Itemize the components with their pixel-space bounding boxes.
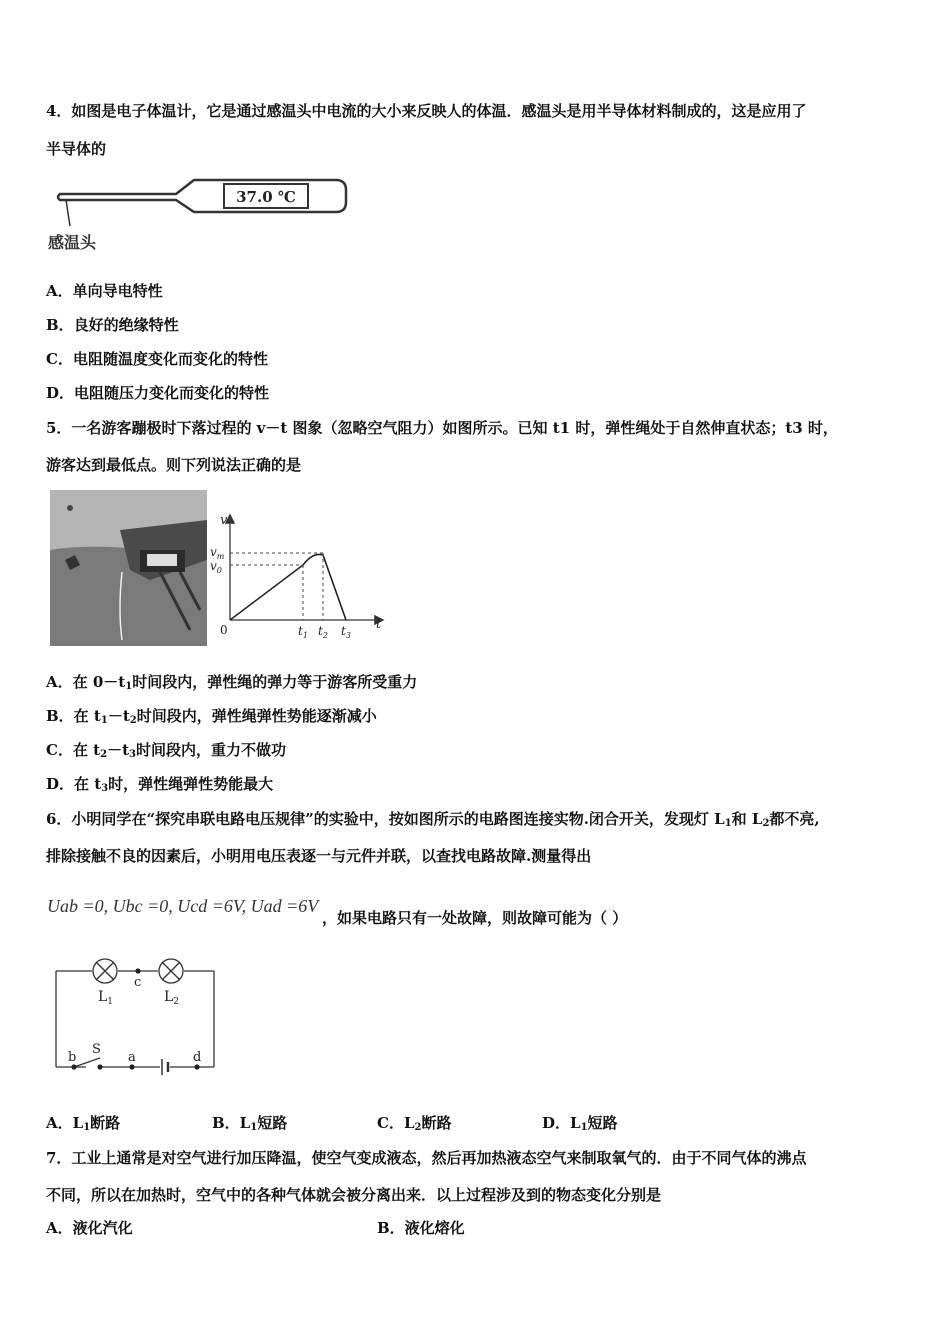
node-b: b (68, 1050, 77, 1065)
q5-option-c: C．在 $t_2-t_3$时间段内，重力不做功 (46, 741, 286, 760)
svg-text:t3: $t_3$ (341, 624, 351, 640)
vm-label: v (210, 545, 217, 559)
origin-label: 0 (220, 623, 228, 637)
q6-option-a: A．$L_1$断路 (46, 1114, 121, 1133)
svg-text:vm: $v_m$ (210, 545, 225, 561)
q5-stem-line1: 5．一名游客蹦极时下落过程的 v－t 图象（忽略空气阻力）如图所示。已知 t1 时，弹性绳处于自然伸直状态；t3 时， (46, 419, 838, 437)
v0-label: v (210, 559, 217, 573)
switch-s: S (92, 1042, 101, 1057)
svg-text:L1: $L_1$ (98, 989, 114, 1007)
thermometer-reading: 37.0 ℃ (236, 188, 296, 206)
svg-text:t2: $t_2$ (318, 624, 328, 640)
q4-option-b: B．良好的绝缘特性 (46, 316, 179, 334)
t1-label: t (298, 624, 303, 638)
node-d: d (193, 1050, 202, 1065)
vt-graph (210, 508, 390, 644)
q5-option-d: D．在 $t_3$时，弹性绳弹性势能最大 (46, 775, 274, 794)
q4-option-d: D．电阻随压力变化而变化的特性 (46, 384, 270, 402)
q7-stem-line1: 7．工业上通常是对空气进行加压降温，使空气变成液态，然后再加热液态空气来制取氧气的．由于不同气体的沸点 (46, 1149, 807, 1167)
t3-label: t (341, 624, 346, 638)
lamp1-label: L (98, 989, 108, 1005)
svg-text:t1: $t_1$ (298, 624, 308, 640)
q4-stem-line2: 半导体的 (46, 140, 107, 158)
q6-voltage-formula: Uab =0, Ubc =0, Ucd =6V, Uad =6V (47, 896, 319, 916)
q5-option-b: B．在 $t_1-t_2$时间段内，弹性绳弹性势能逐渐减小 (46, 707, 377, 726)
q6-option-c: C．$L_2$断路 (377, 1114, 452, 1133)
q7-option-a: A．液化汽化 (46, 1219, 133, 1237)
node-a: a (128, 1050, 136, 1065)
x-axis-label: t (376, 617, 382, 632)
t2-label: t (318, 624, 323, 638)
q5-stem-line2: 游客达到最低点。则下列说法正确的是 (46, 456, 302, 474)
lamp2-label: L (164, 989, 174, 1005)
q6-stem-line2: 排除接触不良的因素后，小明用电压表逐一与元件并联，以查找电路故障.测量得出 (46, 847, 592, 865)
thermometer-figure (46, 170, 356, 260)
svg-text:v0: $v_0$ (210, 559, 222, 575)
bungee-photo (50, 490, 207, 646)
q4-stem-line1: 4．如图是电子体温计，它是通过感温头中电流的大小来反映人的体温．感温头是用半导体材料制成的，这是应用了 (46, 102, 807, 120)
q6-stem-line3: ，如果电路只有一处故障，则故障可能为（ ） (322, 909, 628, 927)
q6-stem-line1: 6．小明同学在“探究串联电路电压规律”的实验中，按如图所示的电路图连接实物.闭合开关，发现灯 $L_1$和 $L_2$都不亮, (46, 810, 820, 829)
y-axis-label: v (220, 513, 228, 528)
circuit-diagram (50, 955, 225, 1075)
q4-option-a: A．单向导电特性 (46, 282, 163, 300)
q7-stem-line2: 不同，所以在加热时，空气中的各种气体就会被分离出来．以上过程涉及到的物态变化分别是 (46, 1186, 662, 1204)
q5-option-a: A．在 $0-t_1$时间段内，弹性绳的弹力等于游客所受重力 (46, 673, 418, 692)
q6-option-b: B．$L_1$短路 (212, 1114, 288, 1133)
q6-option-d: D．$L_1$短路 (542, 1114, 618, 1133)
q4-option-c: C．电阻随温度变化而变化的特性 (46, 350, 268, 368)
sensor-label: 感温头 (48, 233, 97, 252)
q7-option-b: B．液化熔化 (377, 1219, 465, 1237)
node-c: c (134, 975, 142, 990)
svg-text:L2: $L_2$ (164, 989, 180, 1007)
